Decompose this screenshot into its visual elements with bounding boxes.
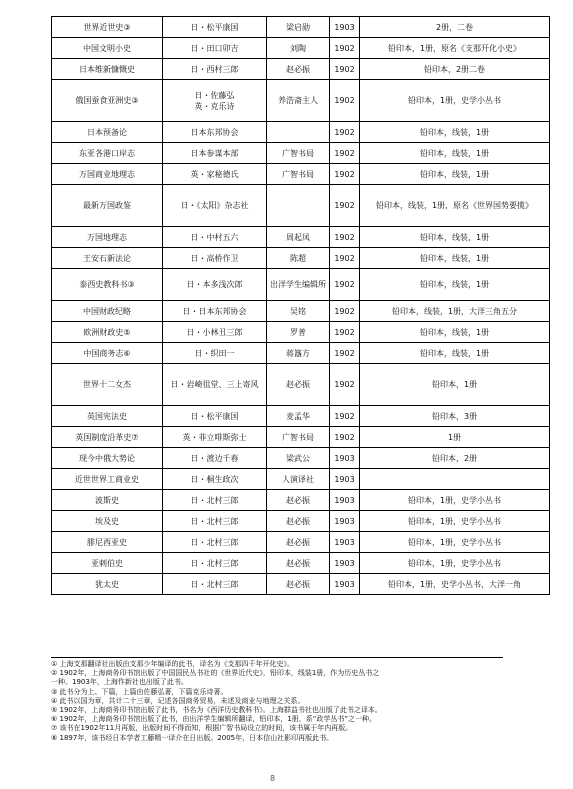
cell-year: 1903	[330, 490, 360, 511]
cell-author: 日・北村三郎	[163, 553, 267, 574]
cell-title: 王安石新法论	[52, 248, 163, 269]
cell-author: 日・北村三郎	[163, 511, 267, 532]
cell-note: 铅印本，1册，史学小丛书	[360, 490, 550, 511]
cell-year: 1902	[330, 38, 360, 59]
cell-title: 俄国蚕食亚洲史③	[52, 80, 163, 122]
cell-author: 日・渡边千春	[163, 448, 267, 469]
cell-author: 日本参谋本部	[163, 143, 267, 164]
cell-title: 英国制度沿革史⑦	[52, 427, 163, 448]
table-row	[52, 553, 550, 574]
cell-author: 日・织田一	[163, 343, 267, 364]
cell-note: 铅印本，1册	[360, 364, 550, 406]
cell-author: 日・北村三郎	[163, 490, 267, 511]
table-row	[52, 364, 550, 406]
cell-title: 现今中俄大势论	[52, 448, 163, 469]
cell-translator: 出洋学生编辑所	[267, 269, 330, 301]
cell-translator: 人演译社	[267, 469, 330, 490]
cell-note: 铅印本，1册，史学小丛书	[360, 553, 550, 574]
table-row	[52, 406, 550, 427]
cell-translator: 罗普	[267, 322, 330, 343]
cell-author: 日・小林丑三郎	[163, 322, 267, 343]
page-number: 8	[270, 774, 276, 783]
cell-note: 2册，二卷	[360, 17, 550, 38]
cell-title: 世界十二女杰	[52, 364, 163, 406]
cell-year: 1902	[330, 269, 360, 301]
cell-year: 1902	[330, 343, 360, 364]
cell-translator	[267, 185, 330, 227]
cell-author: 日・北村三郎	[163, 574, 267, 595]
cell-year: 1903	[330, 511, 360, 532]
table-row	[52, 143, 550, 164]
cell-note: 铅印本，线装，1册	[360, 269, 550, 301]
table-row	[52, 38, 550, 59]
cell-title: 中国文明小史	[52, 38, 163, 59]
cell-translator: 刘陶	[267, 38, 330, 59]
translation-table	[51, 16, 550, 595]
cell-author: 日・《太阳》杂志社	[163, 185, 267, 227]
cell-author: 日・松平康国	[163, 406, 267, 427]
cell-note: 铅印本，线装，1册	[360, 122, 550, 143]
cell-author: 日本东邦协会	[163, 122, 267, 143]
cell-author: 日・田口卯吉	[163, 38, 267, 59]
table-row	[52, 269, 550, 301]
cell-note: 铅印本，线装，1册，原名《世界国势要揽》	[360, 185, 550, 227]
cell-note: 铅印本，1册，史学小丛书，大洋一角	[360, 574, 550, 595]
table-row	[52, 532, 550, 553]
cell-translator: 赵必振	[267, 532, 330, 553]
cell-year: 1902	[330, 406, 360, 427]
footnote: 一种。1903年，上海作新社也出版了此书。	[51, 678, 188, 687]
cell-translator: 赵必振	[267, 574, 330, 595]
cell-note: 铅印本，线装，1册	[360, 227, 550, 248]
cell-title: 腓尼西亚史	[52, 532, 163, 553]
cell-year: 1903	[330, 532, 360, 553]
cell-note: 铅印本，2册	[360, 448, 550, 469]
cell-note: 铅印本，线装，1册	[360, 343, 550, 364]
cell-author: 日・桐生政次	[163, 469, 267, 490]
cell-note: 1册	[360, 427, 550, 448]
cell-year: 1902	[330, 364, 360, 406]
cell-author: 日・中村五六	[163, 227, 267, 248]
cell-year: 1902	[330, 185, 360, 227]
cell-note: 铅印本，1册，史学小丛书	[360, 511, 550, 532]
cell-note	[360, 469, 550, 490]
cell-year: 1902	[330, 322, 360, 343]
cell-year: 1902	[330, 427, 360, 448]
footnotes	[51, 657, 549, 743]
cell-title: 日本维新慷慨史	[52, 59, 163, 80]
cell-translator: 赵必振	[267, 553, 330, 574]
cell-title: 万国商业地理志	[52, 164, 163, 185]
cell-translator: 蒋簋方	[267, 343, 330, 364]
table-row	[52, 490, 550, 511]
cell-translator: 梁武公	[267, 448, 330, 469]
cell-title: 万国地理志	[52, 227, 163, 248]
cell-title: 中国财政纪略	[52, 301, 163, 322]
cell-year: 1902	[330, 164, 360, 185]
table-row	[52, 322, 550, 343]
cell-note: 铅印本，1册，史学小丛书	[360, 80, 550, 122]
cell-title: 世界近世史③	[52, 17, 163, 38]
cell-translator: 梁启勋	[267, 17, 330, 38]
cell-title: 近世世界工商业史	[52, 469, 163, 490]
cell-note: 铅印本，线装，1册	[360, 143, 550, 164]
cell-title: 欧洲财政史⑤	[52, 322, 163, 343]
table-row	[52, 164, 550, 185]
footnote-divider	[51, 657, 503, 658]
footnote: ③ 此书分为上、下篇，上篇由佐藤弘著，下篇克乐诗著。	[51, 687, 228, 696]
table-row	[52, 227, 550, 248]
table-row	[52, 574, 550, 595]
cell-translator: 赵必振	[267, 59, 330, 80]
cell-year: 1903	[330, 574, 360, 595]
cell-year: 1902	[330, 301, 360, 322]
cell-note: 铅印本，线装，1册	[360, 322, 550, 343]
cell-translator	[267, 122, 330, 143]
cell-note: 铅印本，1册，原名《支那开化小史》	[360, 38, 550, 59]
table-row	[52, 343, 550, 364]
footnote: ① 上海支那翻译社出版由支那少年编译的此书，译名为《支那四千年开化史》。	[51, 660, 294, 668]
cell-author: 日・佐藤弘 英・克乐诗	[163, 80, 267, 122]
cell-note: 铅印本，线装，1册，大洋三角五分	[360, 301, 550, 322]
cell-year: 1903	[330, 469, 360, 490]
table-row	[52, 122, 550, 143]
cell-title: 泰西史教科书③	[52, 269, 163, 301]
cell-note: 铅印本，线装，1册	[360, 248, 550, 269]
cell-year: 1902	[330, 80, 360, 122]
table-row	[52, 59, 550, 80]
footnote: ⑤ 1902年，上海商务印书馆出版了此书，书名为《西洋历史教科书》。上海群益书社也出版了此书之译本。	[51, 706, 382, 715]
cell-translator: 赵必振	[267, 364, 330, 406]
cell-year: 1903	[330, 553, 360, 574]
table-row	[52, 80, 550, 122]
cell-author: 英・家秘德氏	[163, 164, 267, 185]
cell-author: 日・北村三郎	[163, 532, 267, 553]
cell-title: 日本预备论	[52, 122, 163, 143]
cell-author: 英・菲立啡斯弥士	[163, 427, 267, 448]
cell-title: 英国宪法史	[52, 406, 163, 427]
cell-translator: 麦孟华	[267, 406, 330, 427]
cell-author: 日・岩崎徂堂、三上寄风	[163, 364, 267, 406]
footnote: ⑥ 1902年，上海商务印书馆出版了此书，由出洋学生编辑所翻译，铅印本，1册，系“政学丛书”之一种。	[51, 715, 377, 724]
cell-title: 最新万国政鉴	[52, 185, 163, 227]
footnote: ⑦ 该书在1902年11月再版，出版时间不得而知，根据广智书局设立的时间，该书属于年内再版。	[51, 724, 353, 733]
footnote: ④ 此书以国为章，共计二十三章，记述各国商务贸易，未述及商业与地理之关系。	[51, 696, 305, 705]
cell-note: 铅印本，线装，1册	[360, 164, 550, 185]
cell-title: 亚剌伯史	[52, 553, 163, 574]
cell-title: 中国商务志⑥	[52, 343, 163, 364]
cell-translator: 赵必振	[267, 511, 330, 532]
table-row	[52, 185, 550, 227]
cell-author: 日・高桥作卫	[163, 248, 267, 269]
footnote-list	[51, 660, 549, 743]
cell-author: 日・日本东邦协会	[163, 301, 267, 322]
cell-year: 1902	[330, 227, 360, 248]
table-row	[52, 248, 550, 269]
cell-translator: 广智书局	[267, 427, 330, 448]
cell-author: 日・松平康国	[163, 17, 267, 38]
cell-translator: 周起凤	[267, 227, 330, 248]
cell-author: 日・本多浅次郎	[163, 269, 267, 301]
cell-author: 日・西村三郎	[163, 59, 267, 80]
cell-translator: 养浩斋主人	[267, 80, 330, 122]
cell-title: 波斯史	[52, 490, 163, 511]
table-row	[52, 427, 550, 448]
cell-year: 1902	[330, 122, 360, 143]
cell-translator: 赵必振	[267, 490, 330, 511]
table-row	[52, 448, 550, 469]
cell-translator: 广智书局	[267, 143, 330, 164]
footnote: ⑧ 1897年，该书经日本学者工藤精一译介在日出版。2005年，日本信山社影印再版此书。	[51, 733, 334, 742]
cell-year: 1902	[330, 59, 360, 80]
table-row	[52, 301, 550, 322]
footnote: ② 1902年，上海商务印书馆出版了中国国民丛书社的《世界近代史》，铅印本，线装1册，作为历史丛书之	[51, 669, 380, 678]
cell-year: 1902	[330, 143, 360, 164]
cell-title: 埃及史	[52, 511, 163, 532]
cell-note: 铅印本，2册二卷	[360, 59, 550, 80]
cell-title: 东亚各港口岸志	[52, 143, 163, 164]
cell-note: 铅印本，1册，史学小丛书	[360, 532, 550, 553]
cell-title: 犹太史	[52, 574, 163, 595]
cell-year: 1903	[330, 448, 360, 469]
table-row	[52, 17, 550, 38]
cell-year: 1903	[330, 17, 360, 38]
table-row	[52, 511, 550, 532]
table-body	[52, 17, 550, 595]
cell-note: 铅印本，3册	[360, 406, 550, 427]
cell-translator: 吴铭	[267, 301, 330, 322]
cell-translator: 陈超	[267, 248, 330, 269]
table-row	[52, 469, 550, 490]
cell-translator: 广智书局	[267, 164, 330, 185]
cell-year: 1902	[330, 248, 360, 269]
